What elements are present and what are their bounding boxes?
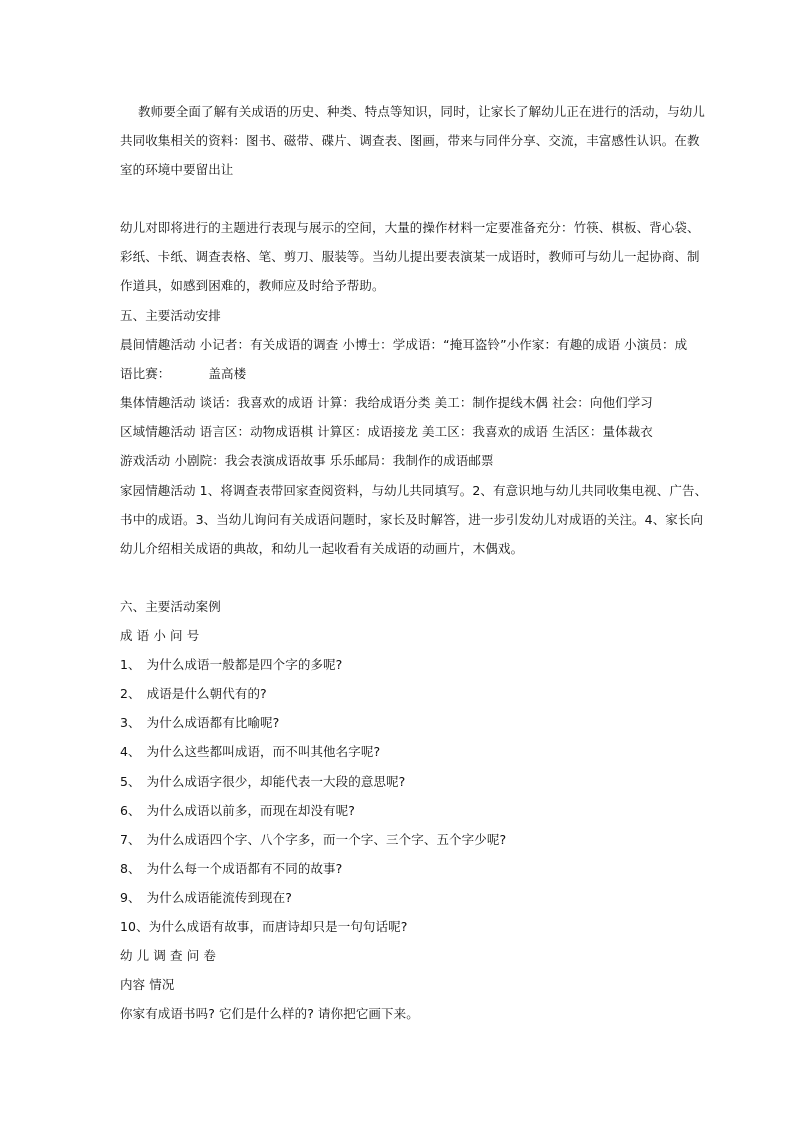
- survey-columns: 内容 情况: [120, 977, 175, 992]
- question-number: 10、: [120, 919, 149, 934]
- question-item: [120, 890, 292, 906]
- question-item: [120, 919, 407, 935]
- question-number: 3、: [120, 715, 141, 730]
- question-text: 为什么这些都叫成语，而不叫其他名字呢?: [146, 744, 381, 759]
- morning-activities-label: 语比赛：: [120, 366, 171, 381]
- question-number: 5、: [120, 774, 141, 789]
- question-text: 为什么成语都有比喻呢?: [146, 715, 280, 730]
- question-text: 为什么成语一般都是四个字的多呢?: [146, 657, 343, 672]
- question-number: 9、: [120, 890, 141, 905]
- question-item: [120, 774, 405, 790]
- intro-line-3: 室的环境中要留出让: [120, 162, 234, 177]
- question-item: [120, 686, 267, 702]
- survey-question: 你家有成语书吗? 它们是什么样的? 请你把它画下来。: [120, 1006, 419, 1021]
- intro-line-2: 共同收集相关的资料：图书、磁带、碟片、调查表、图画，带来与同伴分享、交流，丰富感性认识。在教: [120, 133, 700, 148]
- question-text: 为什么成语以前多，而现在却没有呢?: [146, 803, 355, 818]
- question-item: [120, 861, 342, 877]
- question-list-title: 成 语 小 问 号: [120, 628, 200, 643]
- area-activities: 区域情趣活动 语言区：动物成语棋 计算区：成语接龙 美工区：我喜欢的成语 生活区：量体裁衣: [120, 424, 653, 439]
- question-item: [120, 744, 380, 760]
- question-text: 为什么成语有故事，而唐诗却只是一句句话呢?: [148, 919, 408, 934]
- question-number: 7、: [120, 832, 141, 847]
- morning-activities-item: 盖高楼: [208, 366, 247, 381]
- game-activities: 游戏活动 小剧院：我会表演成语故事 乐乐邮局：我制作的成语邮票: [120, 453, 494, 468]
- home-activities-line-1: 家园情趣活动 1、将调查表带回家查阅资料，与幼儿共同填写。2、有意识地与幼儿共同收集电视、广告、: [120, 483, 708, 498]
- morning-activities-line-1: 晨间情趣活动 小记者：有关成语的调查 小博士：学成语：“掩耳盗铃”小作家：有趣的成语 小演员：成: [120, 337, 688, 352]
- question-number: 4、: [120, 744, 141, 759]
- section5-heading: 五、主要活动安排: [120, 308, 221, 323]
- home-activities-line-2: 书中的成语。3、当幼儿询问有关成语问题时，家长及时解答，进一步引发幼儿对成语的关注。4、家长向: [120, 512, 704, 527]
- intro-line-1: 教师要全面了解有关成语的历史、种类、特点等知识，同时，让家长了解幼儿正在进行的活动，与幼儿: [138, 104, 706, 119]
- para2-line-3: 作道具，如感到困难的，教师应及时给予帮助。: [120, 278, 385, 293]
- para2-line-1: 幼儿对即将进行的主题进行表现与展示的空间，大量的操作材料一定要准备充分：竹筷、棋板、背心袋、: [120, 220, 700, 235]
- question-item: [120, 715, 279, 731]
- question-item: [120, 657, 342, 673]
- group-activities: 集体情趣活动 谈话：我喜欢的成语 计算：我给成语分类 美工：制作提线木偶 社会：向他们学习: [120, 395, 653, 410]
- question-text: 为什么每一个成语都有不同的故事?: [146, 861, 343, 876]
- question-text: 成语是什么朝代有的?: [146, 686, 267, 701]
- question-item: [120, 803, 355, 819]
- morning-activities-line-2: [120, 366, 246, 382]
- question-number: 2、: [120, 686, 141, 701]
- question-item: [120, 832, 506, 848]
- section6-heading: 六、主要活动案例: [120, 599, 221, 614]
- question-text: 为什么成语四个字、八个字多，而一个字、三个字、五个字少呢?: [146, 832, 507, 847]
- question-number: 8、: [120, 861, 141, 876]
- para2-line-2: 彩纸、卡纸、调查表格、笔、剪刀、服装等。当幼儿提出要表演某一成语时，教师可与幼儿一起协商、制: [120, 249, 700, 264]
- home-activities-line-3: 幼儿介绍相关成语的典故，和幼儿一起收看有关成语的动画片，木偶戏。: [120, 541, 524, 556]
- survey-title: 幼 儿 调 查 问 卷: [120, 948, 216, 963]
- question-number: 6、: [120, 803, 141, 818]
- question-text: 为什么成语能流传到现在?: [146, 890, 292, 905]
- question-text: 为什么成语字很少，却能代表一大段的意思呢?: [146, 774, 406, 789]
- question-number: 1、: [120, 657, 141, 672]
